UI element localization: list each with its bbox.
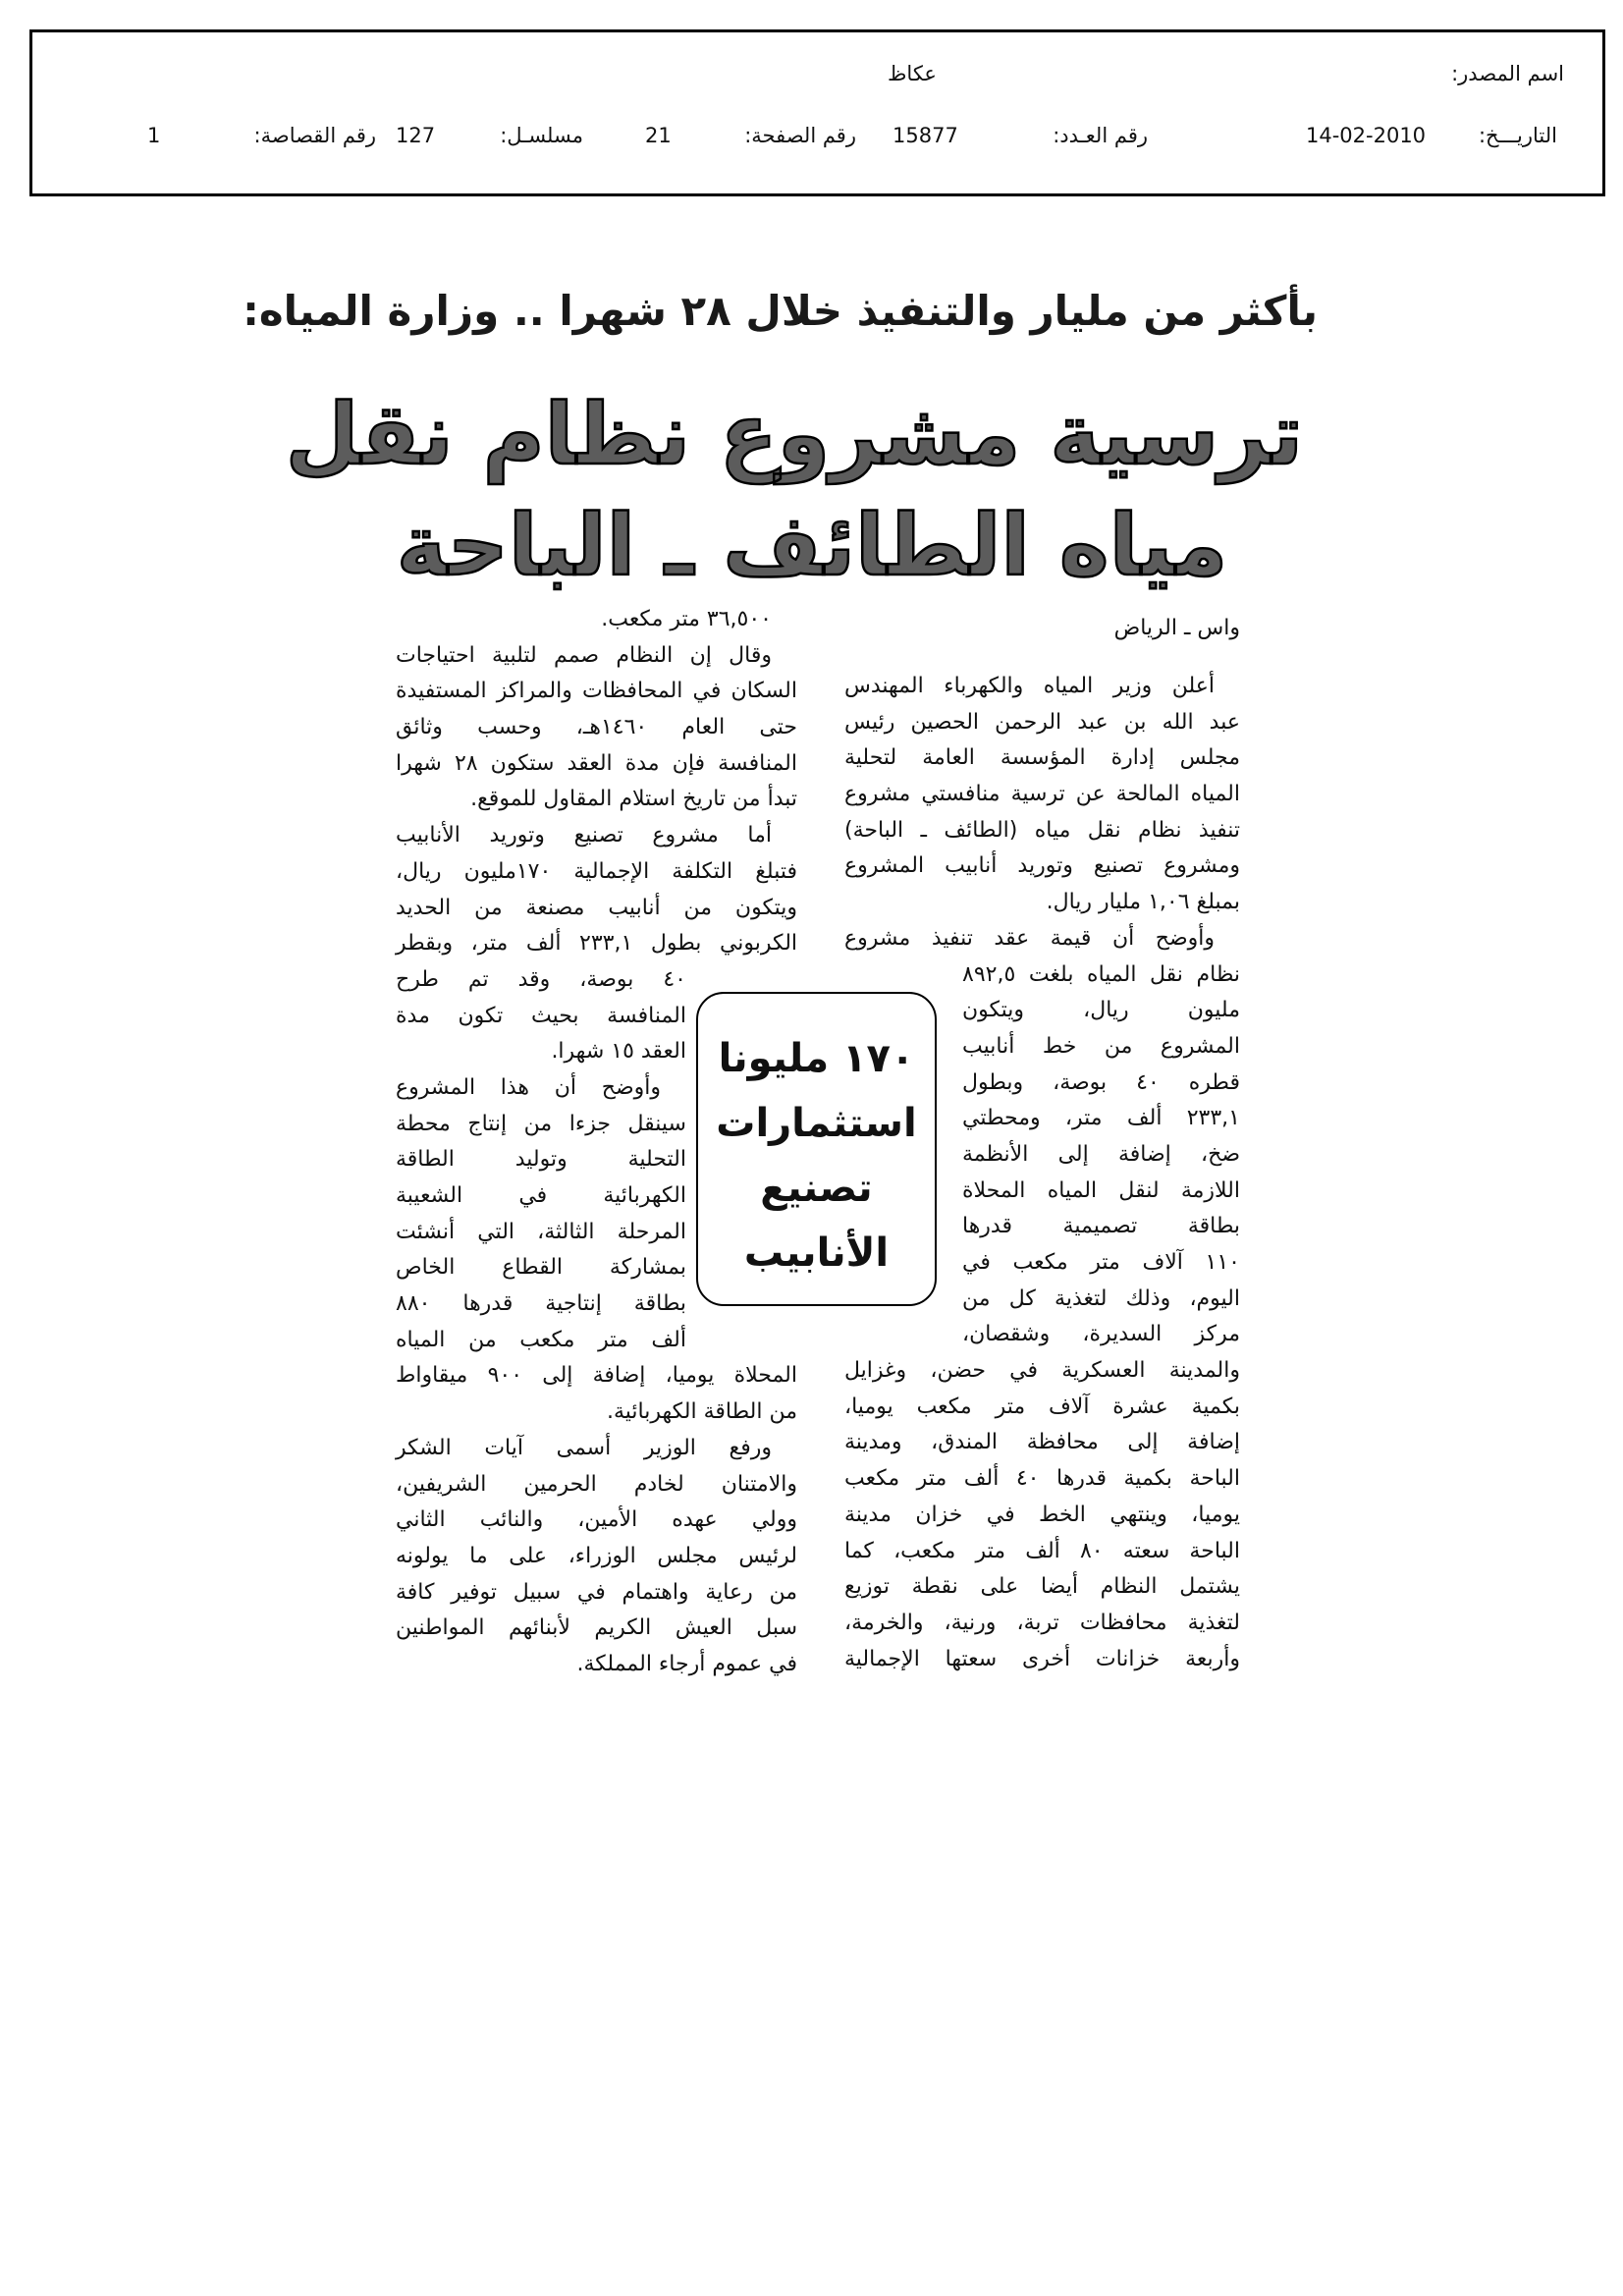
text-line: ألف متر مكعب من المياه: [396, 1327, 686, 1352]
text-line: من الطاقة الكهربائية.: [606, 1399, 797, 1425]
text-line: اليوم، وذلك لتغذية كل من: [962, 1285, 1240, 1311]
text-line: وأوضح أن قيمة عقد تنفيذ مشروع: [844, 925, 1215, 951]
text-line: أعلن وزير المياه والكهرباء المهندس: [844, 674, 1215, 698]
issue-value: 15877: [893, 124, 958, 147]
page-number-value: 21: [645, 124, 672, 147]
text-line: وولي عهده الأمين، والنائب الثاني: [396, 1507, 797, 1533]
text-line: المنافسة فإن مدة العقد ستكون ٢٨ شهرا: [396, 750, 797, 776]
text-line: عبد الله بن عبد الرحمن الحصين رئيس: [844, 709, 1240, 735]
text-line: تنفيذ نظام نقل مياه (الطائف ـ الباحة): [844, 817, 1240, 843]
text-line: وأربعة خزانات أخرى سعتها الإجمالية: [844, 1646, 1240, 1671]
headline-line: ترسية مشروع نظام نقل: [285, 386, 1303, 484]
page-number-label: رقم الصفحة:: [744, 124, 856, 147]
date-label: التاريـــخ:: [1478, 124, 1557, 147]
pullquote-box: [696, 992, 937, 1306]
headline-line: مياه الطائف ـ الباحة: [396, 497, 1228, 595]
text-line: ٤٠ بوصة، وقد تم طرح: [396, 966, 686, 992]
paragraph: [396, 602, 797, 638]
text-line: والمدينة العسكرية في حضن، وغزايل: [844, 1358, 1240, 1384]
text-line: اللازمة لنقل المياه المحلاة: [962, 1177, 1240, 1203]
source-label: اسم المصدر:: [1451, 62, 1564, 85]
text-line: فتبلغ التكلفة الإجمالية ١٧٠مليون ريال،: [396, 858, 797, 884]
text-line: المشروع من خط أنابيب: [962, 1033, 1240, 1059]
serial-value: 127: [396, 124, 436, 147]
clip-number-label: رقم القصاصة:: [253, 124, 376, 147]
pullquote-line: استثمارات: [716, 1101, 917, 1146]
text-line: بطاقة تصميمية قدرها: [962, 1214, 1240, 1239]
text-line: العقد ١٥ شهرا.: [551, 1039, 686, 1065]
text-line: ويتكون من أنابيب مصنعة من الحديد: [396, 895, 797, 920]
text-line: والامتنان لخادم الحرمين الشريفين،: [396, 1471, 797, 1497]
paragraph: [844, 669, 1240, 921]
text-line: ورفع الوزير أسمى آيات الشكر: [396, 1435, 772, 1460]
pullquote-line: تصنيع: [760, 1166, 873, 1211]
text-line: بكمية عشرة آلاف متر مكعب يوميا،: [844, 1394, 1240, 1419]
serial-label: مسلسـل:: [500, 124, 583, 147]
text-line: الكهربائية في الشعيبة: [396, 1183, 686, 1208]
text-line: ١١٠ آلاف متر مكعب في: [962, 1250, 1240, 1275]
text-line: المنافسة بحيث تكون مدة: [396, 1003, 686, 1028]
text-line: ومشروع تصنيع وتوريد أنابيب المشروع: [844, 853, 1240, 879]
text-line: مركز السديرة، وشقصان،: [962, 1322, 1240, 1347]
text-line: الباحة سعته ٨٠ ألف متر مكعب، كما: [844, 1538, 1240, 1563]
clipping-header-box: [29, 29, 1605, 196]
date-value: 14-02-2010: [1306, 124, 1427, 147]
text-line: نظام نقل المياه بلغت ٨٩٢,٥: [962, 961, 1240, 987]
text-line: أما مشروع تصنيع وتوريد الأنابيب: [396, 823, 772, 848]
text-line: الكربوني بطول ٢٣٣,١ ألف متر، وبقطر: [396, 931, 798, 957]
article-headline: [285, 380, 1303, 602]
text-line: وقال إن النظام صمم لتلبية احتياجات: [396, 642, 772, 668]
text-line: وأوضح أن هذا المشروع: [396, 1074, 661, 1100]
text-line: لتغذية محافظات تربة، ورنية، والخرمة،: [844, 1610, 1240, 1635]
text-line: سينقل جزءا من إنتاج محطة: [396, 1111, 686, 1136]
pullquote-line: الأنابيب: [743, 1230, 890, 1276]
text-line: بمشاركة القطاع الخاص: [396, 1255, 686, 1281]
clip-number-value: 1: [147, 124, 161, 147]
text-line: إضافة إلى محافظة المندق، ومدينة: [844, 1430, 1240, 1455]
text-line: قطره ٤٠ بوصة، وبطول: [962, 1069, 1240, 1095]
source-name: عكاظ: [888, 62, 937, 85]
text-line: الباحة بكمية قدرها ٤٠ ألف متر مكعب: [844, 1466, 1240, 1492]
paragraph: [396, 1431, 797, 1683]
text-line: بمبلغ ١,٠٦ مليار ريال.: [1046, 890, 1240, 915]
text-line: التحلية وتوليد الطاقة: [396, 1147, 686, 1173]
text-line: مجلس إدارة المؤسسة العامة لتحلية: [844, 745, 1240, 771]
text-line: المياه المالحة عن ترسية منافستي مشروع: [844, 782, 1240, 807]
text-line: السكان في المحافظات والمراكز المستفيدة: [396, 679, 797, 704]
text-line: مليون ريال، ويتكون: [962, 998, 1240, 1023]
text-line: من رعاية واهتمام في سبيل توفير كافة: [396, 1579, 797, 1605]
text-line: في عموم أرجاء المملكة.: [576, 1651, 797, 1676]
text-line: لرئيس مجلس الوزراء، على ما يولونه: [396, 1543, 797, 1568]
text-line: سبل العيش الكريم لأبنائهم المواطنين: [396, 1615, 797, 1641]
text-line: المحلاة يوميا، إضافة إلى ٩٠٠ ميقاواط: [396, 1363, 797, 1389]
text-line: تبدأ من تاريخ استلام المقاول للموقع.: [470, 787, 797, 812]
issue-label: رقم العـدد:: [1053, 124, 1148, 147]
paragraph: [396, 638, 797, 818]
article-dateline: واس ـ الرياض: [1113, 616, 1240, 640]
text-line: حتى العام ١٤٦٠هـ، وحسب وثائق: [396, 715, 797, 740]
text-line: يشتمل النظام أيضا على نقطة توزيع: [844, 1574, 1240, 1600]
text-line: المرحلة الثالثة، التي أنشئت: [396, 1219, 686, 1244]
text-line: ٣٦,٥٠٠ متر مكعب.: [601, 607, 772, 631]
text-line: ٢٣٣,١ ألف متر، ومحطتي: [962, 1106, 1240, 1131]
article-kicker: بأكثر من مليار والتنفيذ خلال ٢٨ شهرا .. وزارة المياه:: [243, 287, 1318, 335]
text-line: يوميا، وينتهي الخط في خزان مدينة: [844, 1502, 1240, 1527]
pullquote-line: ١٧٠ مليونا: [718, 1036, 915, 1081]
text-line: بطاقة إنتاجية قدرها ٨٨٠: [396, 1291, 686, 1317]
text-line: ضخ، إضافة إلى الأنظمة: [962, 1141, 1240, 1167]
